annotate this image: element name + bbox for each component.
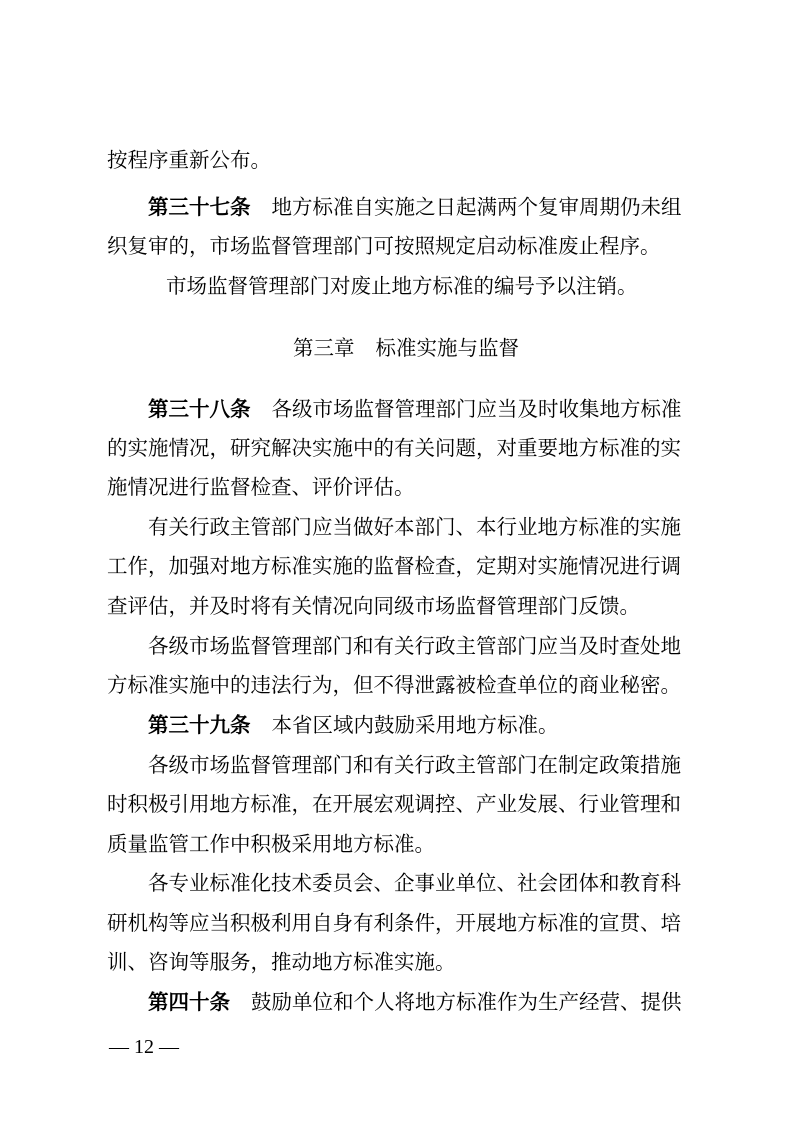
- article-37-line: [148, 193, 682, 221]
- text-line: [107, 232, 661, 260]
- text-line: [107, 948, 456, 976]
- body-text: 的实施情况，研究解决实施中的有关问题，对重要地方标准的实: [107, 436, 681, 460]
- text-line: [107, 473, 415, 501]
- body-text: 施情况进行监督检查、评价评估。: [107, 475, 415, 499]
- article-heading-40: 第四十条: [148, 990, 230, 1014]
- article-40-line: [148, 988, 682, 1016]
- text-line: [107, 671, 681, 699]
- body-text: 本省区域内鼓励采用地方标准。: [271, 713, 559, 737]
- chapter-title: 标准实施与监督: [375, 336, 519, 360]
- chapter-number: 第三章: [293, 336, 355, 360]
- text-line: [148, 751, 681, 779]
- article-38-line: [148, 395, 682, 423]
- text-line: [166, 272, 638, 300]
- text-line: [148, 632, 681, 660]
- text-line: [107, 830, 435, 858]
- body-text: 训、咨询等服务，推动地方标准实施。: [107, 950, 456, 974]
- body-text: 研机构等应当积极利用自身有利条件，开展地方标准的宣贯、培: [107, 911, 681, 935]
- body-text: 方标准实施中的违法行为，但不得泄露被检查单位的商业秘密。: [107, 673, 681, 697]
- text-line: [107, 434, 681, 462]
- body-text: 织复审的，市场监督管理部门可按照规定启动标准废止程序。: [107, 234, 661, 258]
- body-text: 按程序重新公布。: [107, 148, 271, 172]
- text-line: [107, 790, 681, 818]
- text-line: [107, 909, 681, 937]
- text-line: [107, 146, 271, 174]
- text-line: [107, 592, 640, 620]
- page-number: — 12 —: [109, 1036, 179, 1058]
- body-text: 时积极引用地方标准，在开展宏观调控、产业发展、行业管理和: [107, 792, 681, 816]
- body-text: 质量监管工作中积极采用地方标准。: [107, 832, 435, 856]
- chapter-heading: [293, 334, 519, 362]
- body-text: 各级市场监督管理部门和有关行政主管部门在制定政策措施: [148, 753, 681, 777]
- article-heading-38: 第三十八条: [148, 397, 251, 421]
- body-text: 鼓励单位和个人将地方标准作为生产经营、提供: [251, 990, 682, 1014]
- body-text: 各级市场监督管理部门和有关行政主管部门应当及时查处地: [148, 634, 681, 658]
- article-heading-37: 第三十七条: [148, 195, 251, 219]
- text-line: [107, 552, 681, 580]
- text-line: [148, 869, 681, 897]
- body-text: 各级市场监督管理部门应当及时收集地方标准: [271, 397, 682, 421]
- body-text: 地方标准自实施之日起满两个复审周期仍未组: [271, 195, 682, 219]
- body-text: 有关行政主管部门应当做好本部门、本行业地方标准的实施: [148, 515, 681, 539]
- body-text: 市场监督管理部门对废止地方标准的编号予以注销。: [166, 274, 638, 298]
- text-line: [148, 513, 681, 541]
- article-heading-39: 第三十九条: [148, 713, 251, 737]
- body-text: 工作，加强对地方标准实施的监督检查，定期对实施情况进行调: [107, 554, 681, 578]
- article-39-line: [148, 711, 559, 739]
- body-text: 各专业标准化技术委员会、企事业单位、社会团体和教育科: [148, 871, 681, 895]
- body-text: 查评估，并及时将有关情况向同级市场监督管理部门反馈。: [107, 594, 640, 618]
